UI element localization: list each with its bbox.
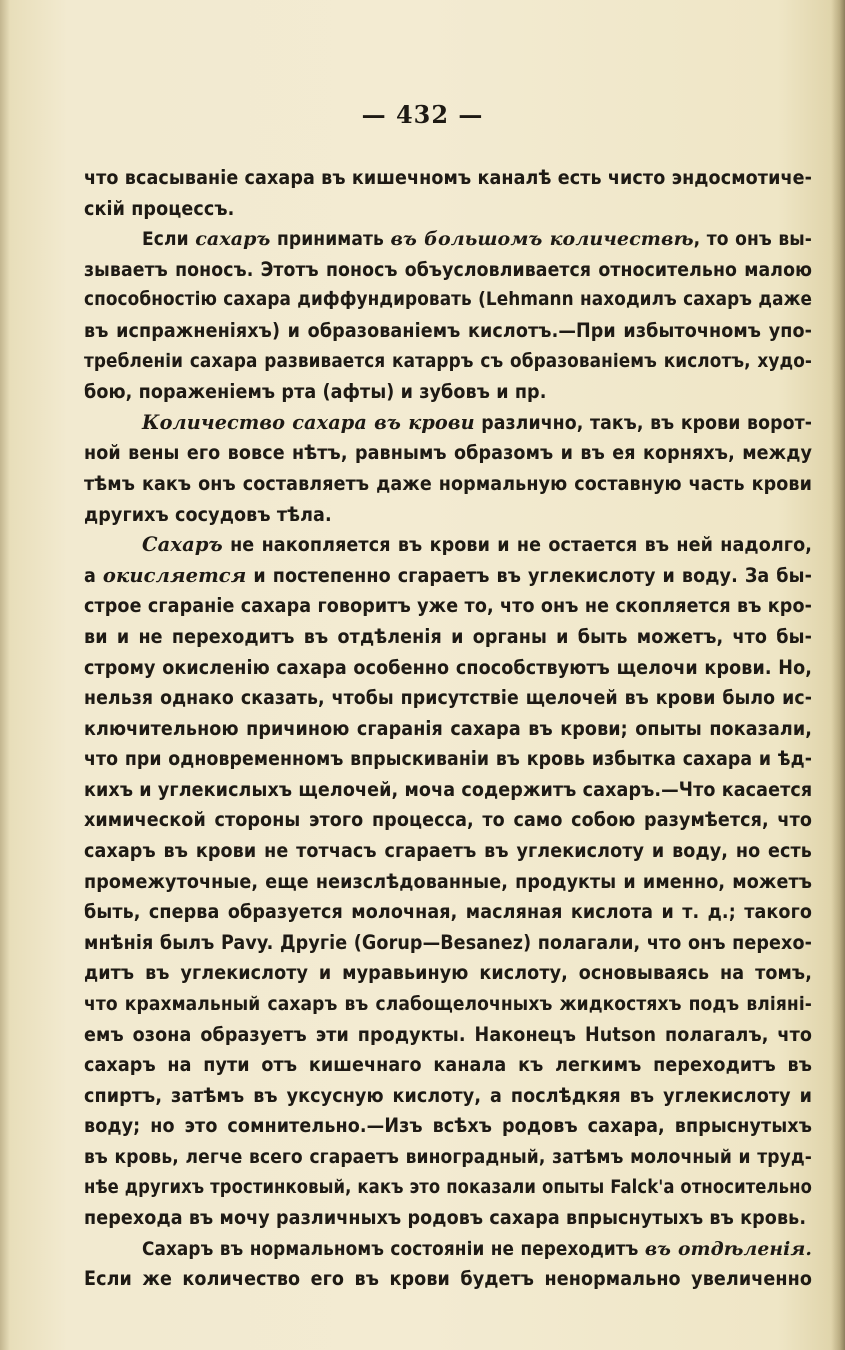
text-line: [84, 408, 812, 439]
text-span: дитъ въ углекислоту и муравьиную кислоту, основываясь на томъ,: [84, 961, 812, 985]
text-line: [84, 1173, 812, 1204]
text-line: [84, 347, 812, 378]
text-line: [84, 1050, 812, 1081]
text-span: быть, сперва образуется молочная, масляная кислота и т. д.; такого: [84, 900, 812, 924]
text-line: [84, 683, 812, 714]
italic-text: Количество сахара въ крови: [142, 410, 475, 434]
text-line: [84, 928, 812, 959]
text-line: [84, 1081, 812, 1112]
text-line: [84, 316, 812, 347]
text-line: [84, 1234, 812, 1265]
text-span: ви и не переходитъ въ отдѣленія и органы и быть можетъ, что бы-: [84, 624, 812, 648]
text-span: сахаръ въ крови не тотчасъ сгараетъ въ углекислоту и воду, но есть: [84, 839, 812, 863]
text-line: [84, 1264, 812, 1295]
text-span: бою, пораженіемъ рта (афты) и зубовъ и пр.: [84, 380, 547, 404]
text-span: зываетъ поносъ. Этотъ поносъ объусловливается относительно малою: [84, 257, 812, 281]
text-span: требленіи сахара развивается катарръ съ образованіемъ кислотъ, худо-: [84, 350, 812, 372]
text-line: [84, 438, 812, 469]
text-line: [84, 1111, 812, 1142]
italic-text: сахаръ: [195, 228, 271, 251]
text-span: кихъ и углекислыхъ щелочей, моча содержитъ сахаръ.—Что касается: [84, 777, 812, 801]
text-span: а: [84, 563, 103, 587]
text-line: [84, 163, 812, 194]
text-line: [84, 1020, 812, 1051]
text-span: спиртъ, затѣмъ въ уксусную кислоту, а послѣдкяя въ углекислоту и: [84, 1083, 812, 1107]
text-span: что крахмальный сахаръ въ слабощелочныхъ жидкостяхъ подъ вліяні-: [84, 993, 812, 1016]
text-line: [84, 224, 812, 255]
page-number: — 432 —: [361, 100, 484, 129]
text-span: перехода въ мочу различныхъ родовъ сахара впрыснутыхъ въ кровь.: [84, 1206, 807, 1230]
text-line: [84, 194, 812, 225]
text-span: ной вены его вовсе нѣтъ, равнымъ образомъ и въ ея корняхъ, между: [84, 441, 812, 465]
text-span: различно, такъ, въ крови ворот-: [474, 410, 812, 434]
text-span: мнѣнія былъ Pavy. Другіе (Gorup—Besanez) полагали, что онъ перехо-: [84, 930, 812, 954]
text-span: , то онъ вы-: [693, 228, 812, 251]
text-line: [84, 530, 812, 561]
italic-text: окисляется: [102, 563, 247, 587]
text-line: [84, 989, 812, 1020]
text-line: [84, 836, 812, 867]
text-span: принимать: [270, 228, 391, 251]
page-left-shadow: [0, 0, 10, 1350]
text-line: [84, 622, 812, 653]
text-line: [84, 255, 812, 286]
text-span: ключительною причиною сгаранія сахара въ крови; опыты показали,: [84, 716, 812, 740]
text-span: способностію сахара диффундировать (Lehmann находилъ сахаръ даже: [84, 289, 812, 311]
text-line: [84, 897, 812, 928]
text-span: и постепенно сгараетъ въ углекислоту и воду. За бы-: [246, 563, 812, 587]
text-line: [84, 591, 812, 622]
italic-text: въ отдѣленія.: [644, 1237, 812, 1260]
text-span: строе сгараніе сахара говоритъ уже то, что онъ не скопляется въ кро-: [84, 594, 812, 618]
text-line: [84, 1142, 812, 1173]
text-line: [84, 469, 812, 500]
text-span: въ кровь, легче всего сгараетъ виноградный, затѣмъ молочный и труд-: [84, 1146, 812, 1168]
text-span: что при одновременномъ впрыскиваніи въ кровь избытка сахара и ѣд-: [84, 747, 812, 771]
text-span: тѣмъ какъ онъ составляетъ даже нормальную составную часть крови: [84, 471, 812, 495]
text-span: не накопляется въ крови и не остается въ ней надолго,: [222, 533, 812, 557]
text-line: [84, 958, 812, 989]
text-line: [84, 285, 812, 316]
text-span: нѣе другихъ тростинковый, какъ это показали опыты Falck'a относительно: [84, 1176, 812, 1198]
text-line: [84, 500, 812, 531]
text-span: Если: [142, 228, 196, 251]
text-span: емъ озона образуетъ эти продукты. Наконецъ Hutson полагалъ, что: [84, 1022, 812, 1046]
text-line: [84, 714, 812, 745]
text-span: что всасываніе сахара въ кишечномъ каналѣ есть чисто эндосмотиче-: [84, 166, 812, 189]
text-span: химической стороны этого процесса, то само собою разумѣется, что: [84, 808, 812, 832]
body-text: [84, 163, 812, 1295]
text-line: [84, 805, 812, 836]
text-span: строму окисленію сахара особенно способствуютъ щелочи крови. Но,: [84, 655, 812, 679]
italic-text: въ большомъ количествѣ: [390, 228, 694, 251]
text-line: [84, 867, 812, 898]
text-line: [84, 561, 812, 592]
text-span: воду; но это сомнительно.—Изъ всѣхъ родовъ сахара, впрыснутыхъ: [84, 1114, 812, 1138]
page-gutter-shadow: [831, 0, 845, 1350]
text-span: Сахаръ въ нормальномъ состояніи не переходитъ: [142, 1238, 645, 1260]
text-span: промежуточные, еще неизслѣдованные, продукты и именно, можетъ: [84, 869, 812, 893]
text-line: [84, 653, 812, 684]
text-span: скій процессъ.: [84, 196, 235, 220]
text-line: [84, 775, 812, 806]
text-span: Если же количество его въ крови будетъ ненормально увеличенно: [84, 1267, 812, 1291]
text-span: сахаръ на пути отъ кишечнаго канала къ легкимъ переходитъ въ: [84, 1053, 812, 1077]
text-line: [84, 377, 812, 408]
text-span: въ испражненіяхъ) и образованіемъ кислотъ.—При избыточномъ упо-: [84, 318, 812, 342]
text-line: [84, 1203, 812, 1234]
italic-text: Сахаръ: [142, 533, 223, 557]
text-span: нельзя однако сказать, чтобы присутствіе щелочей въ крови было ис-: [84, 686, 812, 710]
text-span: другихъ сосудовъ тѣла.: [84, 502, 332, 526]
text-line: [84, 744, 812, 775]
